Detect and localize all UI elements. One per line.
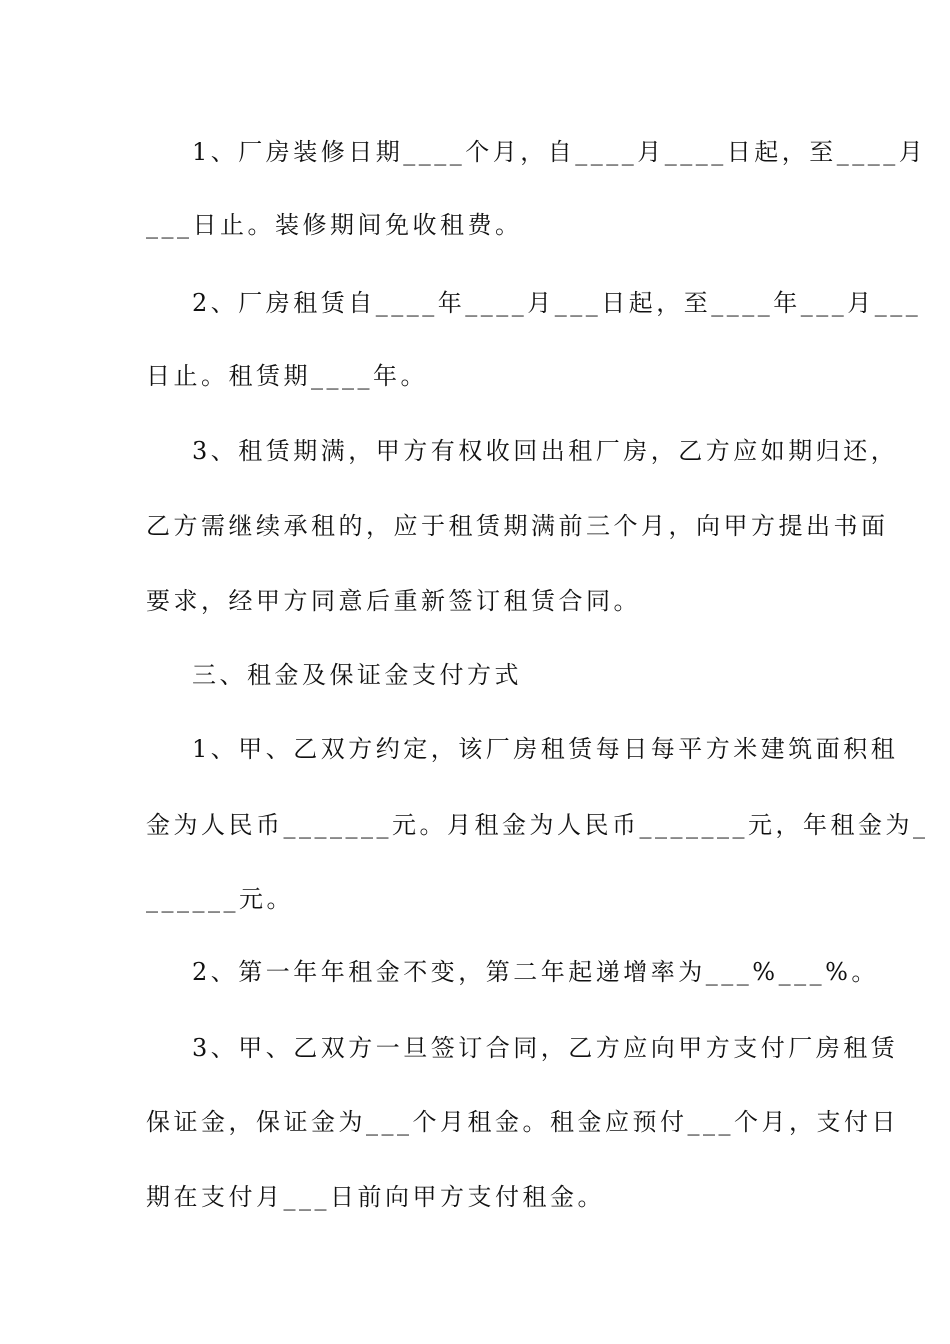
- clause-2-lease-term-line-1: 2、厂房租赁自____年____月___日起，至____年___月___: [192, 289, 922, 317]
- clause-3-expiry-line-3: 要求，经甲方同意后重新签订租赁合同。: [146, 587, 641, 615]
- rent-clause-2-increase-rate: 2、第一年年租金不变，第二年起递增率为___%___%。: [192, 958, 879, 986]
- rent-clause-1-line-2: 金为人民币_______元。月租金为人民币_______元，年租金为_: [146, 811, 929, 839]
- clause-1-renovation-line-1: 1、厂房装修日期____个月，自____月____日起，至____月: [192, 138, 927, 166]
- rent-clause-3-line-1: 3、甲、乙双方一旦签订合同，乙方应向甲方支付厂房租赁: [192, 1034, 899, 1062]
- rent-clause-1-line-3: ______元。: [146, 885, 294, 913]
- clause-2-lease-term-line-2: 日止。租赁期____年。: [146, 362, 428, 390]
- clause-3-expiry-line-1: 3、租赁期满，甲方有权收回出租厂房，乙方应如期归还，: [192, 437, 899, 465]
- rent-clause-1-line-1: 1、甲、乙双方约定，该厂房租赁每日每平方米建筑面积租: [192, 735, 899, 763]
- section-heading-rent-deposit: 三、租金及保证金支付方式: [192, 661, 522, 689]
- rent-clause-3-line-3: 期在支付月___日前向甲方支付租金。: [146, 1183, 605, 1211]
- rent-clause-3-line-2: 保证金，保证金为___个月租金。租金应预付___个月，支付日: [146, 1108, 899, 1136]
- clause-3-expiry-line-2: 乙方需继续承租的，应于租赁期满前三个月，向甲方提出书面: [146, 512, 889, 540]
- clause-1-renovation-line-2: ___日止。装修期间免收租费。: [146, 211, 523, 239]
